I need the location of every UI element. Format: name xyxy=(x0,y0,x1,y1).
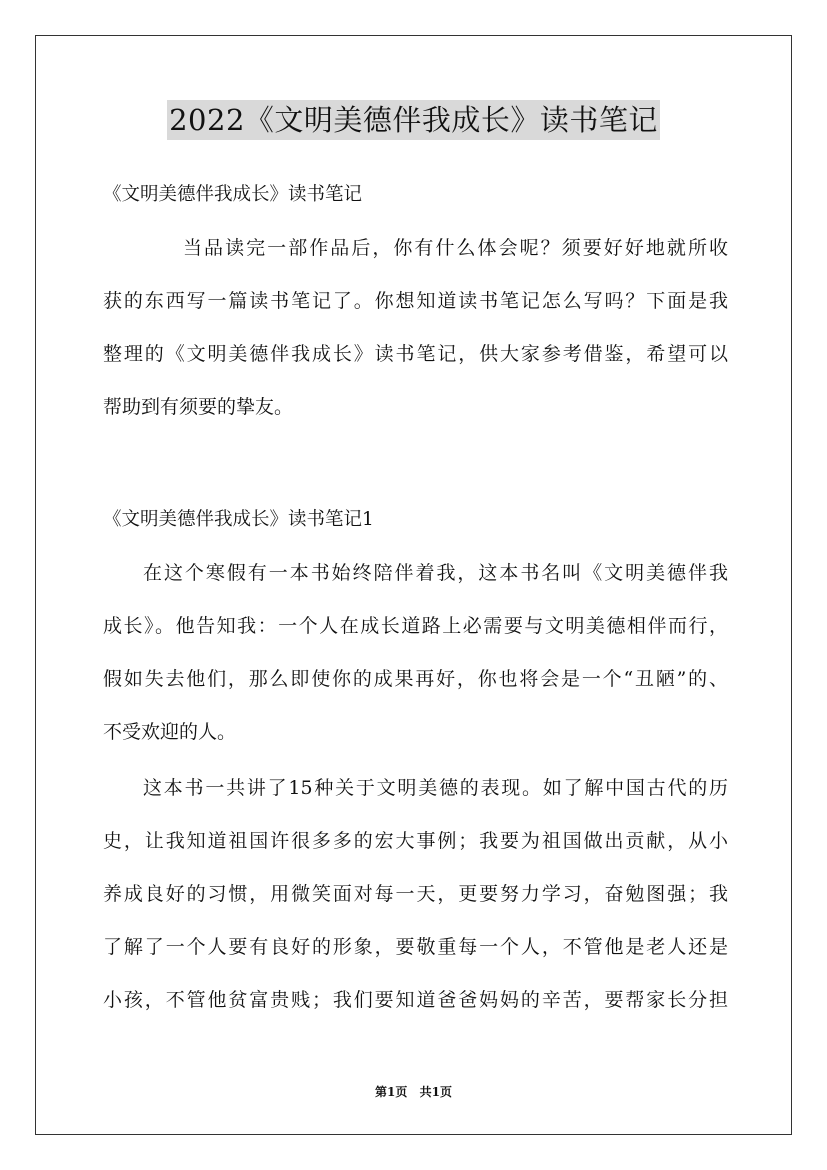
paragraph-line: 不受欢迎的人。 xyxy=(103,721,237,743)
paragraph-line: 假如失去他们，那么即使你的成果再好，你也将会是一个“丑陋”的、 xyxy=(103,668,728,690)
paragraph-2 xyxy=(103,775,728,1040)
title-wrap xyxy=(0,100,827,140)
paragraph-line: 养成良好的习惯，用微笑面对每一天，更要努力学习，奋勉图强；我 xyxy=(103,883,728,905)
paragraph-line: 这本书一共讲了15种关于文明美德的表现。如了解中国古代的历 xyxy=(143,777,728,799)
intro-paragraph xyxy=(103,235,728,447)
paragraph-line: 获的东西写一篇读书笔记了。你想知道读书笔记怎么写吗？下面是我 xyxy=(103,290,728,312)
section-heading: 《文明美德伴我成长》读书笔记1 xyxy=(103,509,374,530)
paragraph-line: 帮助到有须要的挚友。 xyxy=(103,396,294,418)
page-total: 共1页 xyxy=(419,1085,452,1099)
document-title: 2022《文明美德伴我成长》读书笔记 xyxy=(167,100,660,140)
paragraph-line: 成长》。他告知我：一个人在成长道路上必需要与文明美德相伴而行， xyxy=(103,615,728,637)
page-footer xyxy=(0,1083,827,1100)
paragraph-line: 在这个寒假有一本书始终陪伴着我，这本书名叫《文明美德伴我 xyxy=(143,562,728,584)
paragraph-line: 小孩，不管他贫富贵贱；我们要知道爸爸妈妈的辛苦，要帮家长分担 xyxy=(103,989,728,1011)
paragraph-line: 了解了一个人要有良好的形象，要敬重每一个人，不管他是老人还是 xyxy=(103,936,728,958)
page-number: 第1页 xyxy=(375,1085,408,1099)
intro-heading: 《文明美德伴我成长》读书笔记 xyxy=(103,184,363,205)
paragraph-1 xyxy=(103,560,728,772)
paragraph-line: 当品读完一部作品后，你有什么体会呢？须要好好地就所收 xyxy=(183,237,728,259)
paragraph-line: 史，让我知道祖国许很多多的宏大事例；我要为祖国做出贡献，从小 xyxy=(103,830,728,852)
paragraph-line: 整理的《文明美德伴我成长》读书笔记，供大家参考借鉴，希望可以 xyxy=(103,343,728,365)
